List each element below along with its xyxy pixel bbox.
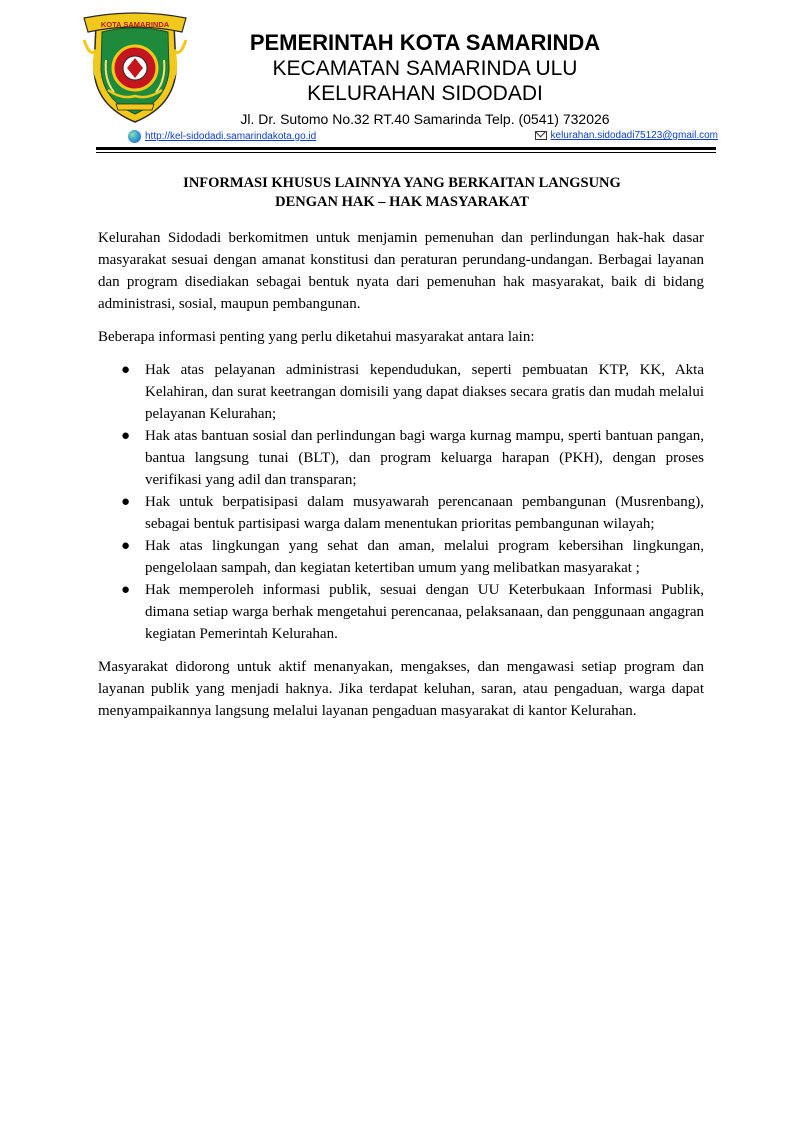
list-item <box>98 535 704 579</box>
header-divider-thin <box>96 152 716 153</box>
document-title <box>100 174 704 212</box>
intro-paragraph: Kelurahan Sidodadi berkomitmen untuk menjamin pemenuhan dan perlindungan hak-hak dasar masyarakat sesuai dengan amanat konstitusi dan peraturan perundang-undangan. Berbagai layanan dan program disediakan sebagai bentuk nyata dari pemenuhan hak masyarakat, baik di bidang administrasi, sosial, maupun pembangunan. <box>98 230 704 312</box>
bullet-icon: ● <box>121 582 131 598</box>
bullet-icon: ● <box>121 428 131 444</box>
list-item-text: Hak untuk berpatisipasi dalam musyawarah perencanaan pembangunan (Musrenbang), sebagai bentuk partisipasi warga dalam menentukan prioritas pembangunan wilayah; <box>145 494 704 532</box>
svg-text:KOTA SAMARINDA: KOTA SAMARINDA <box>100 20 170 29</box>
email-link[interactable]: kelurahan.sidodadi75123@gmail.com <box>550 130 718 141</box>
bullet-icon: ● <box>121 538 131 554</box>
lead-paragraph: Beberapa informasi penting yang perlu diketahui masyarakat antara lain: <box>98 329 535 345</box>
rights-list <box>98 359 704 645</box>
email-contact[interactable] <box>535 130 718 141</box>
document-title-line-2: DENGAN HAK – HAK MASYARAKAT <box>275 194 529 210</box>
bullet-icon: ● <box>121 494 131 510</box>
list-item <box>98 579 704 645</box>
district-name: KECAMATAN SAMARINDA ULU <box>272 57 578 80</box>
list-item-text: Hak atas bantuan sosial dan perlindungan bagi warga kurnag mampu, sperti bantuan pangan, bantua langsung tunai (BLT), dan program keluarga harapan (PKH), dengan proses verifikasi yang adil dan transparan; <box>145 428 704 488</box>
city-emblem-icon <box>82 10 188 126</box>
list-item <box>98 491 704 535</box>
government-name: PEMERINTAH KOTA SAMARINDA <box>249 30 601 55</box>
closing-paragraph: Masyarakat didorong untuk aktif menanyakan, mengakses, dan mengawasi setiap program dan layanan publik yang menjadi haknya. Jika terdapat keluhan, saran, atau pengaduan, warga dapat menyampaikannya langsung melalui layanan pengaduan masyarakat di kantor Kelurahan. <box>98 659 704 719</box>
document-title-line-1: INFORMASI KHUSUS LAINNYA YANG BERKAITAN LANGSUNG <box>183 175 621 191</box>
envelope-icon <box>535 131 547 140</box>
list-item-text: Hak atas lingkungan yang sehat dan aman, melalui program kebersihan lingkungan, pengelolaan sampah, dan kegiatan ketertiban umum yang melibatkan masyarakat ; <box>145 538 704 576</box>
contact-row <box>128 130 718 146</box>
header-divider-thick <box>96 147 716 150</box>
office-address: Jl. Dr. Sutomo No.32 RT.40 Samarinda Telp. (0541) 732026 <box>240 111 610 127</box>
document-body <box>98 227 704 733</box>
letterhead <box>200 30 650 129</box>
globe-icon <box>128 130 141 143</box>
website-link[interactable]: http://kel-sidodadi.samarindakota.go.id <box>145 131 317 142</box>
bullet-icon: ● <box>121 362 131 378</box>
list-item <box>98 359 704 425</box>
list-item-text: Hak memperoleh informasi publik, sesuai dengan UU Keterbukaan Informasi Publik, dimana setiap warga berhak mengetahui perencanaa, pelaksanaan, dan penggunaan angagran kegiatan Pemerintah Kelurahan. <box>145 582 704 642</box>
list-item-text: Hak atas pelayanan administrasi kependudukan, seperti pembuatan KTP, KK, Akta Kelahiran, dan surat keetrangan domisili yang dapat diakses secara gratis dan mudah melalui pelayanan Kelurahan; <box>145 362 704 422</box>
website-contact[interactable] <box>128 130 316 143</box>
village-name: KELURAHAN SIDODADI <box>307 82 543 105</box>
list-item <box>98 425 704 491</box>
